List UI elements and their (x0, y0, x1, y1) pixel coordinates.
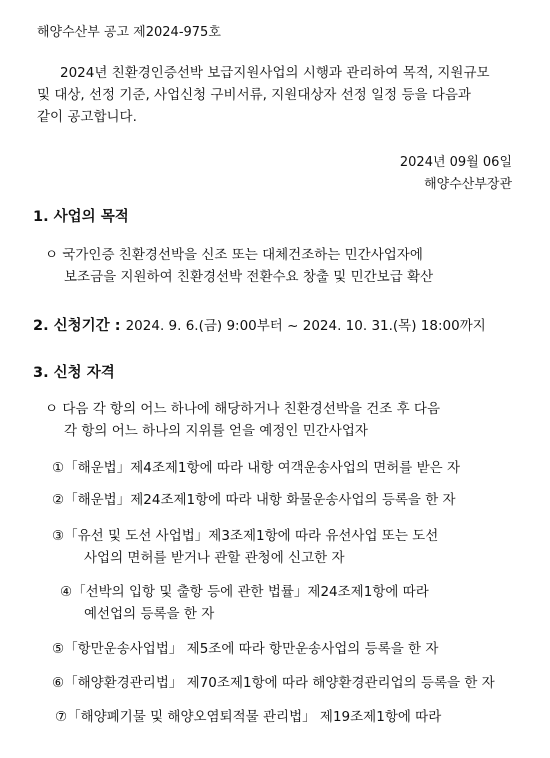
eligibility-item-4: ④「선박의 입항 및 출항 등에 관한 법률」제24조제1항에 따라 (60, 584, 429, 600)
intro-line-3: 같이 공고합니다. (37, 109, 137, 125)
section-3-bullet: ㅇ 다음 각 항의 어느 하나에 해당하거나 친환경선박을 건조 후 다음 (45, 401, 441, 417)
eligibility-item-3: ③「유선 및 도선 사업법」제3조제1항에 따라 유선사업 또는 도선 (52, 528, 439, 544)
eligibility-item-6: ⑥「해양환경관리법」 제70조제1항에 따라 해양환경관리업의 등록을 한 자 (52, 675, 495, 691)
application-period: 2024. 9. 6.(금) 9:00부터 ~ 2024. 10. 31.(목) 18:00까지 (125, 318, 486, 334)
eligibility-item-1: ①「해운법」제4조제1항에 따라 내항 여객운송사업의 면허를 받은 자 (52, 460, 461, 476)
section-2 (33, 317, 486, 335)
intro-line-2: 및 대상, 선정 기준, 사업신청 구비서류, 지원대상자 선정 일정 등을 다음과 (37, 87, 471, 103)
eligibility-item-3-cont: 사업의 면허를 받거나 관할 관청에 신고한 자 (84, 550, 345, 566)
section-2-heading: 2. 신청기간 : (33, 318, 121, 334)
doc-number: 해양수산부 공고 제2024-975호 (37, 25, 221, 40)
section-3-heading: 3. 신청 자격 (33, 365, 115, 381)
section-1-bullet-cont: 보조금을 지원하여 친환경선박 전환수요 창출 및 민간보급 확산 (64, 269, 434, 285)
eligibility-item-2: ②「해운법」제24조제1항에 따라 내항 화물운송사업의 등록을 한 자 (52, 492, 456, 508)
announcement-date: 2024년 09월 06일 (399, 155, 512, 170)
eligibility-item-4-cont: 예선업의 등록을 한 자 (84, 606, 215, 622)
section-3-bullet-cont: 각 항의 어느 하나의 지위를 얻을 예정인 민간사업자 (64, 423, 368, 439)
section-1-heading: 1. 사업의 목적 (33, 209, 129, 225)
intro-line-1: 2024년 친환경인증선박 보급지원사업의 시행과 관리하여 목적, 지원규모 (60, 65, 490, 81)
section-1-bullet: ㅇ 국가인증 친환경선박을 신조 또는 대체건조하는 민간사업자에 (45, 247, 423, 263)
issuer: 해양수산부장관 (424, 177, 512, 192)
eligibility-item-7: ⑦「해양폐기물 및 해양오염퇴적물 관리법」 제19조제1항에 따라 (55, 709, 442, 725)
eligibility-item-5: ⑤「항만운송사업법」 제5조에 따라 항만운송사업의 등록을 한 자 (52, 641, 439, 657)
